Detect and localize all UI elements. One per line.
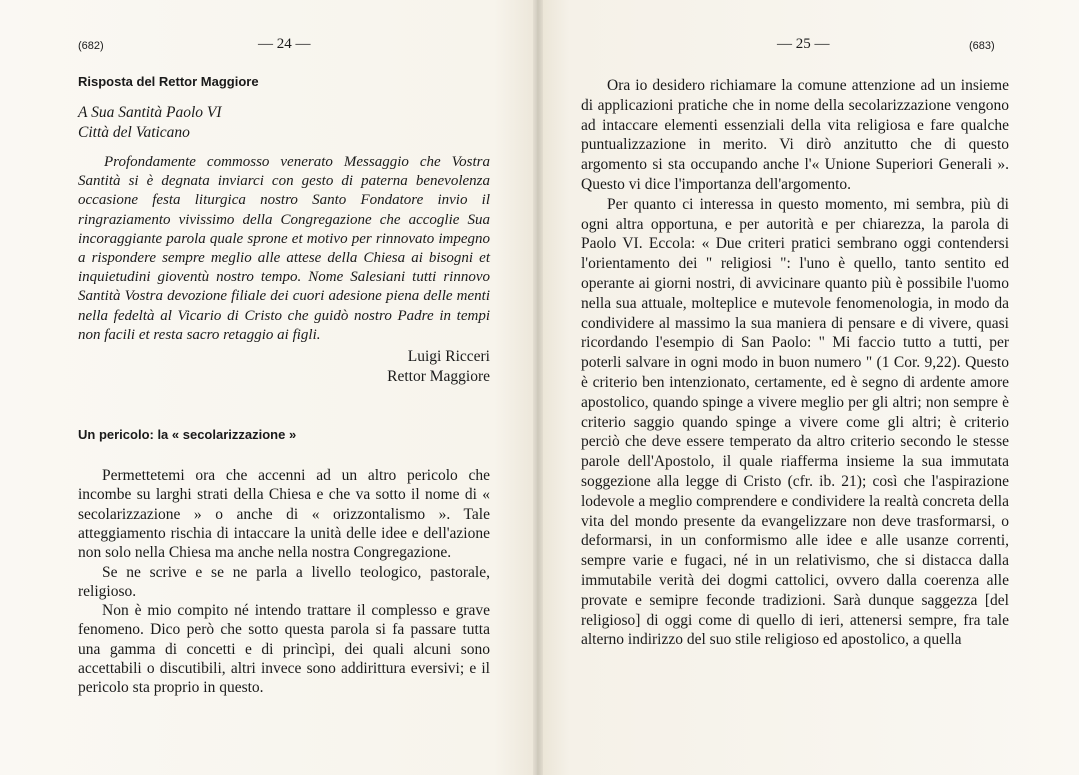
left-page-content	[78, 68, 490, 698]
address-line-2: Città del Vaticano	[78, 124, 190, 141]
right-page-number: — 25 —	[777, 36, 830, 52]
left-body-text	[78, 466, 490, 698]
book-gutter	[533, 0, 543, 775]
section-heading-danger: Un pericolo: la « secolarizzazione »	[78, 427, 297, 443]
body-paragraph: Non è mio compito né intendo trattare il complesso e grave fenomeno. Dico però che sotto questa parola si fa passare tutta una gamma di concetti e di princìpi, dei quali alcuni sono accettabili o discutibili, altri invece sono addirittura eversivi; e il pericolo sta proprio in questo.	[78, 602, 490, 697]
body-paragraph: Per quanto ci interessa in questo momento, mi sembra, più di ogni altra opportuna, e per autorità e per chiarezza, la parola di Paolo VI. Eccola: « Due criteri pratici sembrano oggi contendersi l'orientamento dei " religiosi ": l'uno è quello, tanto sentito ed operante ai giorni nostri, di avvicinare quanto più è possibile l'uomo nella sua attuale, molteplice e mutevole fenomenologia, in modo da condividere al massimo la sua maniera di pensare e di vivere, quasi ricordando l'esempio di San Paolo: " Mi faccio tutto a tutti, per poterli salvare in ogni modo in buon numero " (1 Cor. 9,22). Questo è criterio ben intenzionato, certamente, ed è segno di ardente amore apostolico, quando spinge a vivere meglio per gli altri; non sempre è criterio saggio quando spinge a vivere come gli altri; è criterio perciò che deve essere temperato da altro criterio secondo le stesse parole dell'Apostolo, il quale riafferma insieme la sua immutata soggezione alla legge di Cristo (cfr. ib. 21); così che l'aspirazione lodevole a meglio comprendere e condividere la realtà concreta della vita del mondo presente da evangelizzare non deve trasformarsi, o deformarsi, in un conformismo alle idee e alle usanze correnti, sempre varie e fugaci, né in un relativismo, che si distacca dalla immutabile verità dei dogmi cattolici, ovvero dalla coerenza alle provate e semipre feconde tradizioni. Sarà dunque saggezza [del religioso] di oggi come di quello di ieri, attenersi sempre, fra tale alterno indirizzo del suo stile religioso ed apostolico, a quella	[581, 195, 1009, 649]
address-line-1: A Sua Santità Paolo VI	[78, 104, 222, 121]
body-paragraph: Ora io desidero richiamare la comune attenzione ad un insieme di applicazioni pratiche che in nome della secolarizzazione vengono ad intaccare elementi essenziali della vita religiosa e fare qualche puntualizzazione in merito. Vi dirò anzitutto che di questo argomento si sta occupando anche l'« Unione Superiori Generali ». Questo vi dice l'importanza dell'argomento.	[581, 77, 1009, 193]
left-page	[0, 0, 537, 775]
right-page	[537, 0, 1079, 775]
right-page-reference: (683)	[969, 40, 995, 52]
body-paragraph: Se ne scrive e se ne parla a livello teologico, pastorale, religioso.	[78, 563, 490, 600]
signature	[78, 347, 490, 387]
left-page-number: — 24 —	[258, 36, 311, 52]
section-heading-reply: Risposta del Rettor Maggiore	[78, 74, 259, 89]
left-page-reference: (682)	[78, 40, 104, 52]
letter-body	[78, 153, 490, 345]
letter-address	[78, 103, 490, 143]
body-paragraph: Permettetemi ora che accenni ad un altro pericolo che incombe su larghi strati della Chiesa e che va sotto il nome di « secolarizzazione » o anche di « orizzontalismo ». Tale atteggiamento rischia di intaccare la unità delle idee e dell'azione non solo nella Chiesa ma anche nella nostra Congregazione.	[78, 467, 490, 562]
right-body-text	[581, 76, 1009, 650]
letter-paragraph: Profondamente commosso venerato Messaggio che Vostra Santità si è degnata inviarci con gesto di paterna benevolenza occasione festa liturgica nostro Santo Fondatore invio il ringraziamento vivissimo della Congregazione che accoglie Sua incoraggiante parola quale sprone et motivo per rinnovato impegno a rispondere sempre meglio alle attese della Chiesa ai bisogni et inquietudini gioventù nostro tempo. Nome Salesiani tutti rinnovo Santità Vostra devozione filiale dei cuori adesione piena delle menti nella fedeltà al Vicario di Cristo che guidò nostro Padre in tempi non facili et resta sacro retaggio ai figli.	[78, 154, 490, 343]
signature-name: Luigi Ricceri	[407, 348, 490, 366]
signature-title: Rettor Maggiore	[387, 368, 490, 386]
